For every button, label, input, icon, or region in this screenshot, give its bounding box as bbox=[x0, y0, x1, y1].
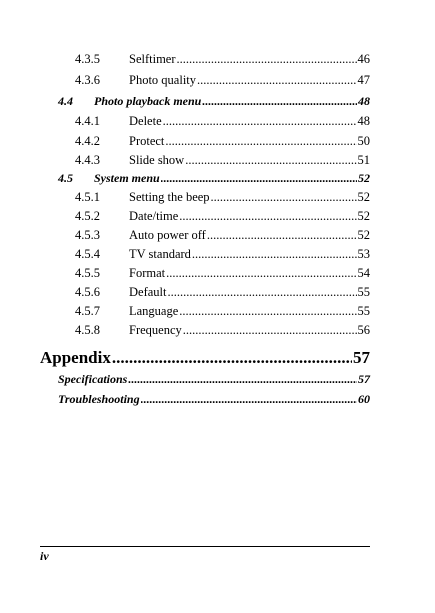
dot-leader bbox=[183, 323, 357, 338]
toc-entry-page: 51 bbox=[357, 153, 370, 167]
toc-entry-title: Slide show bbox=[129, 153, 185, 167]
toc-entry-number: 4.4.2 bbox=[75, 134, 100, 148]
dot-leader bbox=[179, 209, 356, 224]
toc-entry-title: Photo playback menu bbox=[94, 94, 202, 108]
toc-entry-number: 4.5.1 bbox=[75, 190, 100, 204]
toc-entry-title: TV standard bbox=[129, 247, 191, 261]
dot-leader bbox=[211, 190, 357, 205]
toc-section-system-menu[interactable] bbox=[58, 171, 370, 186]
toc-entry-title: Default bbox=[129, 285, 167, 299]
toc-entry-number: 4.5.6 bbox=[75, 285, 100, 299]
toc-entry-page: 60 bbox=[358, 392, 370, 406]
toc-entry-page: 47 bbox=[357, 73, 370, 87]
dot-leader bbox=[112, 348, 352, 368]
toc-entry-title: Specifications bbox=[58, 372, 128, 386]
footer-divider bbox=[40, 546, 370, 547]
toc-entry-number: 4.3.5 bbox=[75, 52, 100, 66]
toc-entry-photo-quality[interactable] bbox=[75, 73, 370, 88]
toc-entry-page: 48 bbox=[358, 94, 370, 108]
toc-entry-protect[interactable] bbox=[75, 134, 370, 149]
toc-entry-title: Delete bbox=[129, 114, 162, 128]
dot-leader bbox=[179, 304, 356, 319]
toc-entry-delete[interactable] bbox=[75, 114, 370, 129]
toc-entry-number: 4.4.3 bbox=[75, 153, 100, 167]
toc-entry-title: Frequency bbox=[129, 323, 182, 337]
toc-entry-setting-the-beep[interactable] bbox=[75, 190, 370, 205]
toc-entry-number: 4.5.2 bbox=[75, 209, 100, 223]
dot-leader bbox=[207, 228, 357, 243]
dot-leader bbox=[128, 372, 357, 387]
dot-leader bbox=[167, 285, 356, 300]
toc-entry-auto-power-off[interactable] bbox=[75, 228, 370, 243]
toc-entry-page: 56 bbox=[357, 323, 370, 337]
toc-entry-page: 57 bbox=[358, 372, 370, 386]
toc-section-photo-playback-menu[interactable] bbox=[58, 94, 370, 109]
toc-entry-number: 4.5.8 bbox=[75, 323, 100, 337]
toc-chapter-appendix[interactable] bbox=[40, 348, 370, 368]
toc-entry-slide-show[interactable] bbox=[75, 153, 370, 168]
footer-page-number: iv bbox=[40, 549, 49, 563]
toc-entry-title: Auto power off bbox=[129, 228, 206, 242]
dot-leader bbox=[197, 73, 356, 88]
toc-entry-language[interactable] bbox=[75, 304, 370, 319]
dot-leader bbox=[166, 266, 356, 281]
toc-entry-page: 52 bbox=[357, 190, 370, 204]
toc-entry-default[interactable] bbox=[75, 285, 370, 300]
toc-entry-date-time[interactable] bbox=[75, 209, 370, 224]
toc-entry-title: Protect bbox=[129, 134, 165, 148]
toc-entry-number: 4.5 bbox=[58, 171, 73, 185]
toc-entry-title: Troubleshooting bbox=[58, 392, 140, 406]
dot-leader bbox=[177, 52, 357, 67]
toc-entry-number: 4.3.6 bbox=[75, 73, 100, 87]
toc-entry-number: 4.5.5 bbox=[75, 266, 100, 280]
toc-entry-page: 52 bbox=[358, 171, 370, 185]
toc-entry-title: Language bbox=[129, 304, 179, 318]
toc-entry-troubleshooting[interactable] bbox=[58, 392, 370, 407]
toc-entry-title: Setting the beep bbox=[129, 190, 210, 204]
toc-entry-format[interactable] bbox=[75, 266, 370, 281]
toc-entry-page: 52 bbox=[357, 228, 370, 242]
toc-entry-number: 4.5.7 bbox=[75, 304, 100, 318]
toc-entry-page: 54 bbox=[357, 266, 370, 280]
toc-entry-title: Photo quality bbox=[129, 73, 197, 87]
toc-entry-title: Format bbox=[129, 266, 166, 280]
toc-entry-selftimer[interactable] bbox=[75, 52, 370, 67]
toc-entry-page: 55 bbox=[357, 285, 370, 299]
toc-entry-page: 52 bbox=[357, 209, 370, 223]
toc-entry-page: 55 bbox=[357, 304, 370, 318]
toc-entry-number: 4.4 bbox=[58, 94, 73, 108]
toc-entry-page: 53 bbox=[357, 247, 370, 261]
dot-leader bbox=[202, 94, 357, 109]
toc-entry-number: 4.4.1 bbox=[75, 114, 100, 128]
toc-entry-page: 50 bbox=[357, 134, 370, 148]
toc-entry-frequency[interactable] bbox=[75, 323, 370, 338]
dot-leader bbox=[185, 153, 356, 168]
toc-entry-specifications[interactable] bbox=[58, 372, 370, 387]
toc-entry-title: Date/time bbox=[129, 209, 179, 223]
dot-leader bbox=[165, 134, 356, 149]
toc-entry-title: Appendix bbox=[40, 348, 111, 367]
dot-leader bbox=[141, 392, 357, 407]
toc-entry-page: 46 bbox=[357, 52, 370, 66]
dot-leader bbox=[192, 247, 357, 262]
dot-leader bbox=[163, 114, 357, 129]
toc-entry-number: 4.5.3 bbox=[75, 228, 100, 242]
toc-entry-tv-standard[interactable] bbox=[75, 247, 370, 262]
toc-entry-page: 48 bbox=[357, 114, 370, 128]
toc-entry-page: 57 bbox=[353, 348, 370, 367]
toc-entry-title: Selftimer bbox=[129, 52, 176, 66]
toc-entry-title: System menu bbox=[94, 171, 160, 185]
toc-entry-number: 4.5.4 bbox=[75, 247, 100, 261]
dot-leader bbox=[161, 171, 357, 186]
